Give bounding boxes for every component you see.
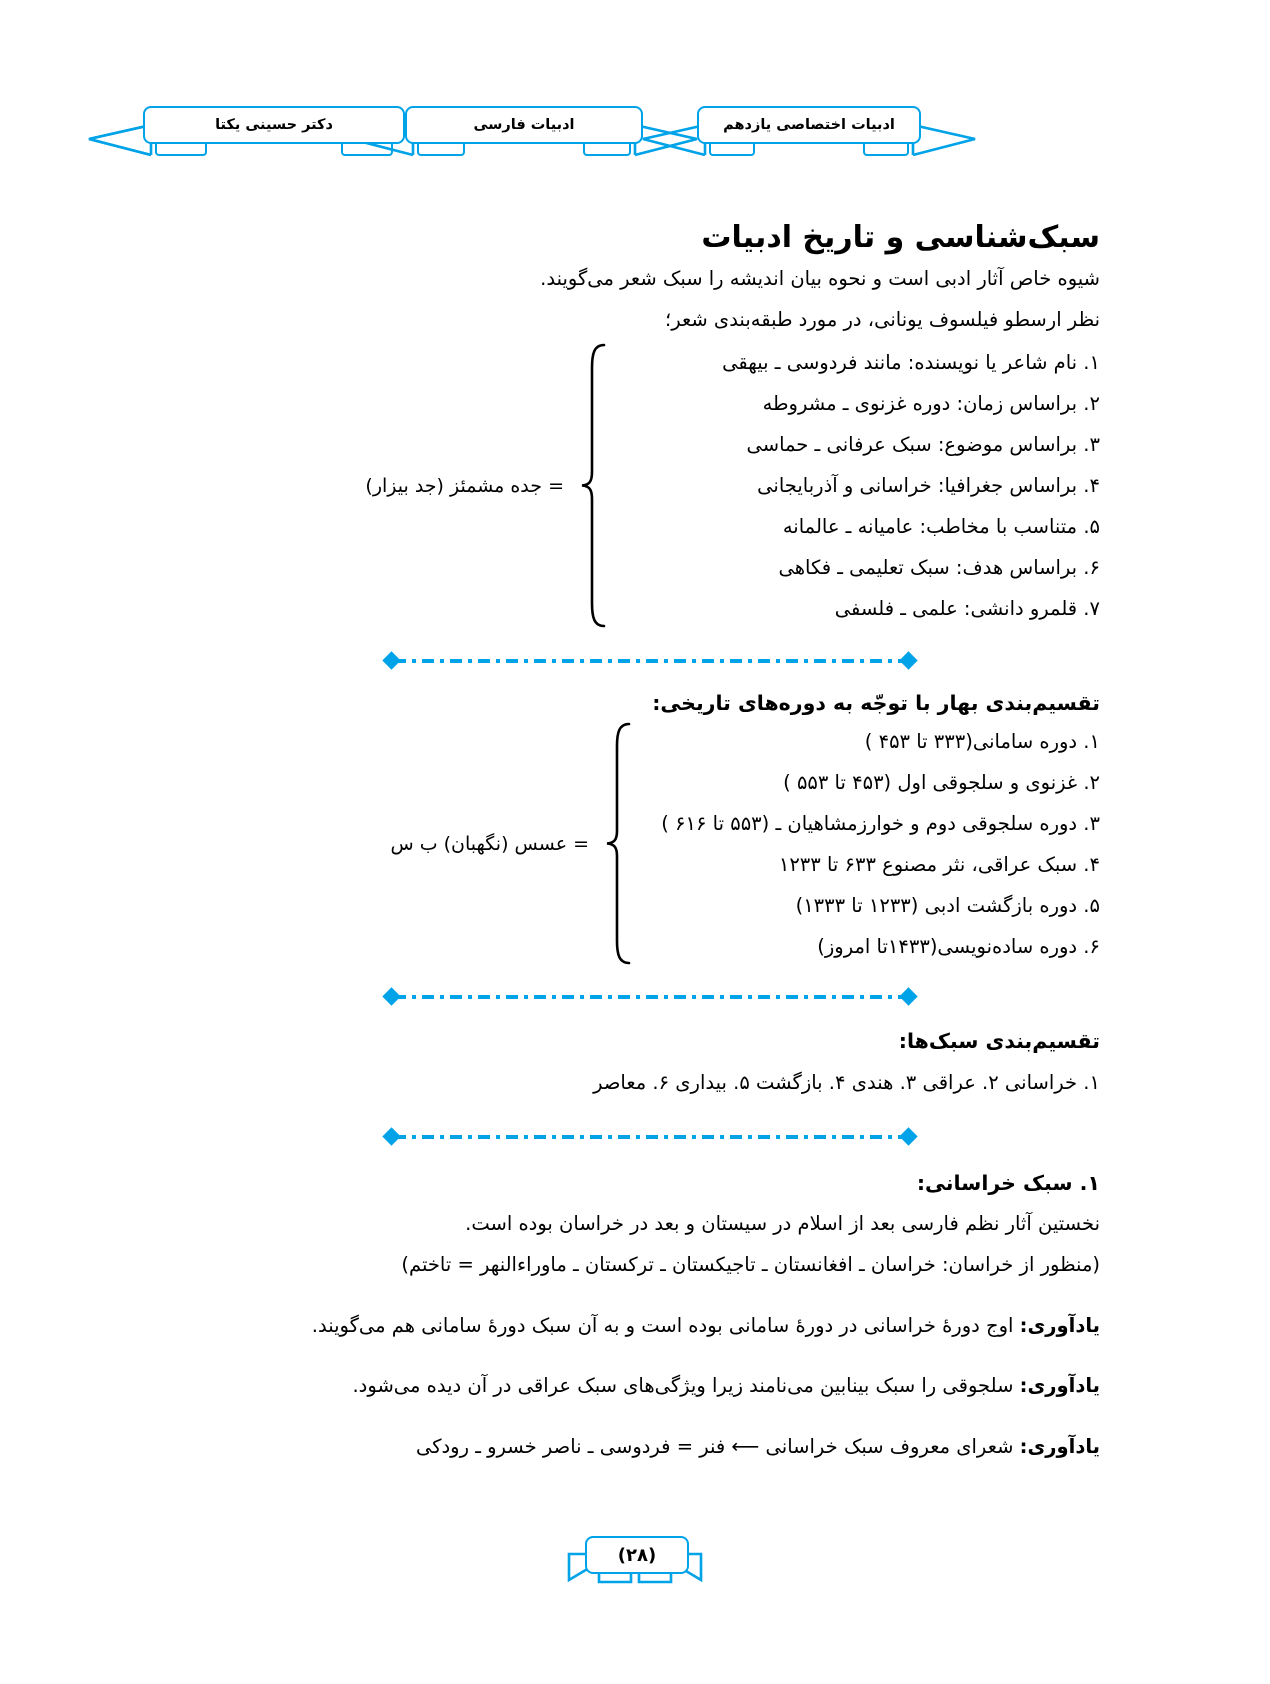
khorasani-section-heading: ۱. سبک خراسانی: bbox=[916, 1171, 1100, 1195]
ribbon-underlip bbox=[341, 144, 393, 156]
list-item: ۲. براساس زمان: دوره غزنوی ـ مشروطه bbox=[762, 392, 1100, 415]
reminder-note bbox=[200, 1426, 1100, 1467]
curly-brace-icon bbox=[605, 721, 631, 966]
reminder-label: یادآوری: bbox=[1019, 1313, 1100, 1337]
page-title: سبک‌شناسی و تاریخ ادبیات bbox=[701, 220, 1100, 256]
list-item: ۶. براساس هدف: سبک تعلیمی ـ فکاهی bbox=[778, 556, 1100, 579]
bahar-mnemonic bbox=[390, 721, 589, 967]
aristotle-mnemonic-text: = جده مشمئز (جد بیزار) bbox=[365, 474, 564, 497]
list-item: ۵. دوره بازگشت ادبی (۱۲۳۳ تا ۱۳۳۳) bbox=[795, 894, 1100, 917]
reminder-note bbox=[200, 1365, 1100, 1406]
header-ribbon-subject bbox=[405, 106, 643, 146]
bahar-list bbox=[645, 721, 1100, 967]
section-divider bbox=[200, 989, 1100, 1005]
list-item: ۵. متناسب با مخاطب: عامیانه ـ عالمانه bbox=[782, 515, 1100, 538]
diamond-icon bbox=[899, 987, 917, 1005]
divider-line bbox=[394, 659, 906, 663]
bahar-brace-group bbox=[200, 721, 1100, 967]
divider-line bbox=[394, 1135, 906, 1139]
section-divider bbox=[200, 653, 1100, 669]
bahar-section-heading: تقسیم‌بندی بهار با توجّه به دوره‌های تاریخی: bbox=[652, 691, 1100, 715]
aristotle-mnemonic bbox=[365, 342, 564, 629]
ribbon-underlip bbox=[583, 144, 631, 156]
list-item: ۳. براساس موضوع: سبک عرفانی ـ حماسی bbox=[746, 433, 1100, 456]
divider-line bbox=[394, 995, 906, 999]
list-item: ۳. دوره سلجوقی دوم و خوارزمشاهیان ـ (۵۵۳ تا ۶۱۶ ) bbox=[661, 812, 1100, 835]
header-ribbon-author-box bbox=[143, 106, 405, 144]
ribbon-tail-icon bbox=[911, 123, 979, 157]
reminder-text: اوج دورهٔ خراسانی در دورهٔ سامانی بوده است و به آن سبک دورهٔ سامانی هم می‌گویند. bbox=[311, 1313, 1020, 1337]
section-divider bbox=[200, 1129, 1100, 1145]
reminder-text: شعرای معروف سبک خراسانی ⟵ فنر = فردوسی ـ ناصر خسرو ـ رودکی bbox=[415, 1434, 1020, 1458]
aristotle-list bbox=[620, 342, 1100, 629]
bahar-mnemonic-text: = عسس (نگهبان) ب س bbox=[390, 833, 589, 855]
list-item: ۷. قلمرو دانشی: علمی ـ فلسفی bbox=[834, 597, 1100, 620]
styles-inline-list: ۱. خراسانی ۲. عراقی ۳. هندی ۴. بازگشت ۵. بیداری ۶. معاصر bbox=[593, 1071, 1100, 1094]
page-number-box bbox=[585, 1536, 689, 1574]
header-ribbon-subject-label: ادبیات فارسی bbox=[473, 117, 575, 133]
list-item: ۲. غزنوی و سلجوقی اول (۴۵۳ تا ۵۵۳ ) bbox=[783, 771, 1100, 794]
list-item: ۱. دوره سامانی(۳۳۳ تا ۴۵۳ ) bbox=[864, 730, 1100, 753]
header-ribbon-grade bbox=[697, 106, 921, 146]
document-body bbox=[200, 258, 1100, 1486]
aristotle-brace-group bbox=[200, 342, 1100, 629]
header-ribbon-author bbox=[143, 106, 405, 146]
ribbon-underlip bbox=[863, 144, 909, 156]
header-ribbon-bar bbox=[143, 106, 1043, 158]
styles-section-heading: تقسیم‌بندی سبک‌ها: bbox=[898, 1029, 1100, 1053]
diamond-icon bbox=[899, 1127, 917, 1145]
curly-brace-icon bbox=[580, 342, 606, 629]
reminder-label: یادآوری: bbox=[1019, 1374, 1100, 1397]
list-item: ۶. دوره ساده‌نویسی(۱۴۳۳تا امروز) bbox=[817, 935, 1100, 958]
header-ribbon-grade-box bbox=[697, 106, 921, 144]
ribbon-underlip bbox=[417, 144, 465, 156]
page-footer bbox=[0, 1536, 1270, 1592]
khorasani-scope-paragraph: (منظور از خراسان: خراسان ـ افغانستان ـ تاجیکستان ـ ترکستان ـ ماوراءالنهر = تاختم) bbox=[401, 1253, 1100, 1276]
reminder-label: یادآوری: bbox=[1019, 1434, 1100, 1458]
reminder-note bbox=[200, 1305, 1100, 1346]
list-item: ۴. سبک عراقی، نثر مصنوع ۶۳۳ تا ۱۲۳۳ bbox=[778, 853, 1100, 876]
khorasani-paragraph: نخستین آثار نظم فارسی بعد از اسلام در سیستان و بعد در خراسان بوده است. bbox=[465, 1212, 1100, 1235]
list-item: ۴. براساس جغرافیا: خراسانی و آذربایجانی bbox=[757, 474, 1100, 497]
aristotle-lead-paragraph: نظر ارسطو فیلسوف یونانی، در مورد طبقه‌بندی شعر؛ bbox=[665, 308, 1100, 331]
reminder-text: سلجوقی را سبک بینابین می‌نامند زیرا ویژگی‌های سبک عراقی در آن دیده می‌شود. bbox=[352, 1374, 1020, 1397]
ribbon-underlip bbox=[155, 144, 207, 156]
list-item: ۱. نام شاعر یا نویسنده: مانند فردوسی ـ بیهقی bbox=[722, 351, 1100, 374]
page-number: (۲۸) bbox=[617, 1544, 657, 1566]
ribbon-underlip bbox=[709, 144, 755, 156]
header-ribbon-subject-box bbox=[405, 106, 643, 144]
diamond-icon bbox=[899, 651, 917, 669]
definition-paragraph: شیوه خاص آثار ادبی است و نحوه بیان اندیشه را سبک شعر می‌گویند. bbox=[540, 267, 1100, 290]
header-ribbon-grade-label: ادبیات اختصاصی یازدهم bbox=[723, 117, 895, 133]
header-ribbon-author-label: دکتر حسینی یکتا bbox=[215, 117, 333, 133]
